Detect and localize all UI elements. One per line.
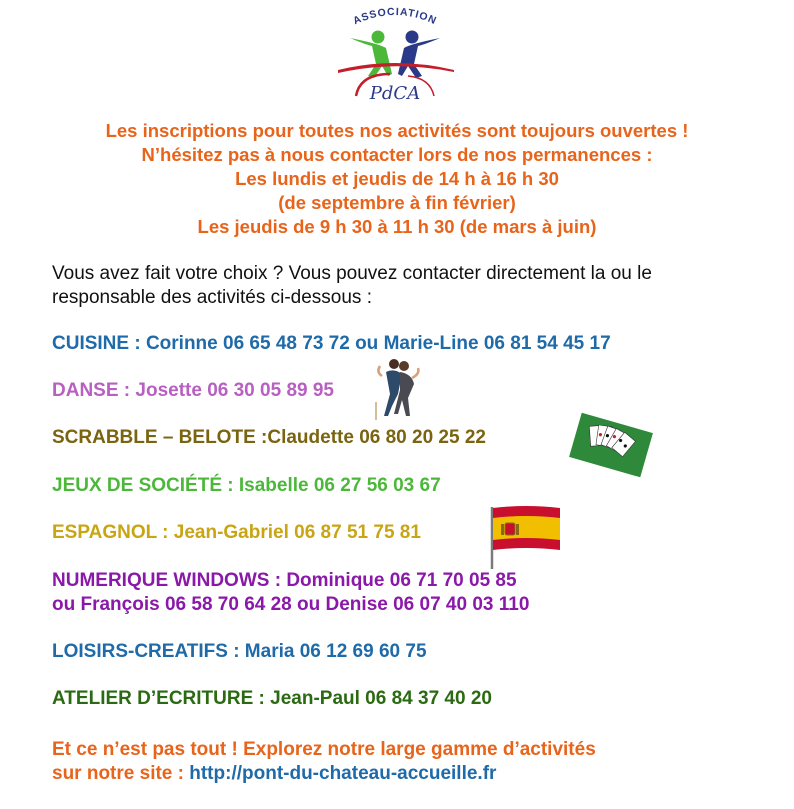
playing-cards-icon bbox=[568, 408, 654, 482]
activity-scrabble-belote: SCRABBLE – BELOTE :Claudette 06 80 20 25 22 bbox=[52, 427, 486, 448]
header-line-5: Les jeudis de 9 h 30 à 11 h 30 (de mars à juin) bbox=[197, 216, 597, 237]
footer-site-label: sur notre site : bbox=[52, 763, 190, 784]
intro-text bbox=[52, 262, 752, 310]
footer-line-1: Et ce n’est pas tout ! Explorez notre large gamme d’activités bbox=[52, 739, 596, 760]
header-line-1: Les inscriptions pour toutes nos activités sont toujours ouvertes ! bbox=[105, 120, 689, 141]
svg-text:ASSOCIATION bbox=[351, 6, 438, 27]
activity-espagnol: ESPAGNOL : Jean-Gabriel 06 87 51 75 81 bbox=[52, 522, 421, 543]
association-logo-graphic bbox=[330, 4, 460, 108]
activity-loisirs-creatifs: LOISIRS-CREATIFS : Maria 06 12 69 60 75 bbox=[52, 641, 427, 662]
header-line-4: (de septembre à fin février) bbox=[278, 192, 516, 213]
activity-atelier-ecriture: ATELIER D’ECRITURE : Jean-Paul 06 84 37 40 20 bbox=[52, 688, 492, 709]
header-line-3: Les lundis et jeudis de 14 h à 16 h 30 bbox=[235, 168, 559, 189]
activity-numerique-line-1: NUMERIQUE WINDOWS : Dominique 06 71 70 05 85 bbox=[52, 570, 517, 591]
activity-numerique-line-2: ou François 06 58 70 64 28 ou Denise 06 07 40 03 110 bbox=[52, 594, 530, 615]
intro-line-2: responsable des activités ci-dessous : bbox=[52, 287, 372, 308]
activity-cuisine: CUISINE : Corinne 06 65 48 73 72 ou Marie-Line 06 81 54 45 17 bbox=[52, 333, 611, 354]
footer-line-2 bbox=[52, 762, 496, 786]
activity-danse: DANSE : Josette 06 30 05 89 95 bbox=[52, 380, 334, 401]
logo-name-text: PdCA bbox=[369, 83, 421, 104]
header-line-2: N’hésitez pas à nous contacter lors de nos permanences : bbox=[141, 144, 653, 165]
website-link[interactable]: http://pont-du-chateau-accueille.fr bbox=[189, 763, 497, 784]
dancing-couple-icon bbox=[372, 354, 424, 422]
activity-jeux-de-societe: JEUX DE SOCIÉTÉ : Isabelle 06 27 56 03 67 bbox=[52, 475, 441, 496]
association-logo bbox=[330, 4, 460, 108]
spanish-flag-icon bbox=[488, 505, 564, 571]
logo-association-text: ASSOCIATION bbox=[351, 5, 439, 28]
intro-line-1: Vous avez fait votre choix ? Vous pouvez contacter directement la ou le bbox=[52, 263, 652, 284]
